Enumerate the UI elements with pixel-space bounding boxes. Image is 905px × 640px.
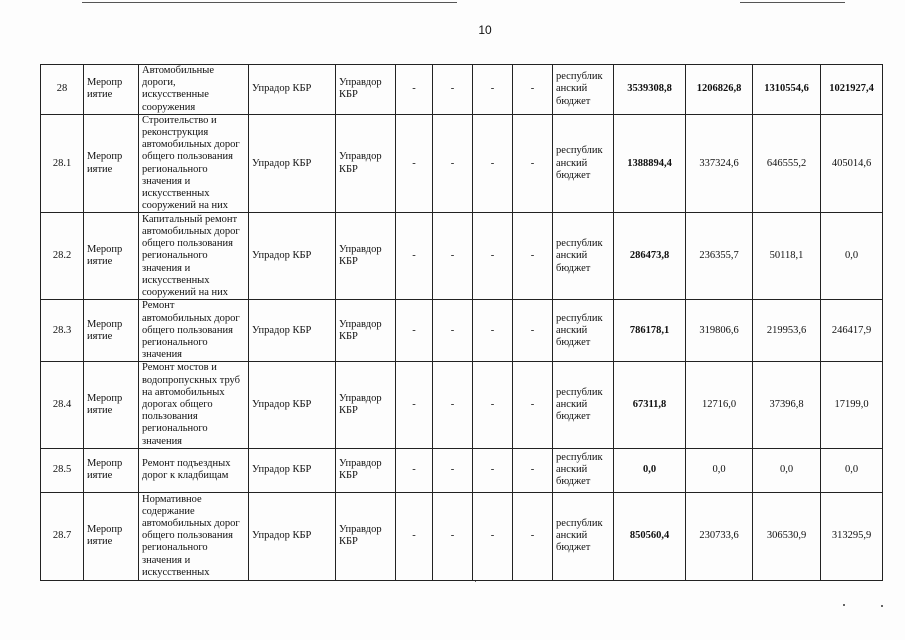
- row-executor: Упрадор КБР: [249, 362, 336, 448]
- row-source: республик анский бюджет: [553, 213, 614, 300]
- row-dash: -: [513, 448, 553, 492]
- row-year-1: 0,0: [686, 448, 753, 492]
- row-number: 28.4: [41, 362, 84, 448]
- row-coexecutor: Управдор КБР: [336, 114, 396, 213]
- top-rule-left: [82, 2, 457, 3]
- row-dash: -: [513, 300, 553, 362]
- row-year-1: 230733,6: [686, 492, 753, 580]
- row-total: 786178,1: [614, 300, 686, 362]
- row-dash: -: [473, 65, 513, 115]
- row-number: 28.5: [41, 448, 84, 492]
- row-dash: -: [473, 114, 513, 213]
- row-total: 850560,4: [614, 492, 686, 580]
- top-rule-right: [740, 2, 845, 3]
- scan-speck: [475, 581, 476, 582]
- row-dash: -: [433, 114, 473, 213]
- table-body: [41, 65, 883, 581]
- row-year-2: 37396,8: [753, 362, 821, 448]
- row-name: Капитальный ремонт автомобильных дорог общего пользования регионального значения и искусственных сооружений на них: [139, 213, 249, 300]
- row-type: Меропр иятие: [84, 448, 139, 492]
- row-coexecutor: Управдор КБР: [336, 300, 396, 362]
- table-row: [41, 300, 883, 362]
- row-dash: -: [433, 362, 473, 448]
- row-executor: Упрадор КБР: [249, 213, 336, 300]
- row-source: республик анский бюджет: [553, 65, 614, 115]
- row-year-2: 219953,6: [753, 300, 821, 362]
- row-dash: -: [396, 300, 433, 362]
- row-type: Меропр иятие: [84, 65, 139, 115]
- row-source: республик анский бюджет: [553, 300, 614, 362]
- row-year-1: 319806,6: [686, 300, 753, 362]
- row-year-2: 1310554,6: [753, 65, 821, 115]
- table-row: [41, 492, 883, 580]
- row-source: республик анский бюджет: [553, 448, 614, 492]
- row-dash: -: [433, 300, 473, 362]
- row-source: республик анский бюджет: [553, 114, 614, 213]
- row-executor: Упрадор КБР: [249, 300, 336, 362]
- row-dash: -: [433, 213, 473, 300]
- row-dash: -: [396, 114, 433, 213]
- row-name: Ремонт подъездных дорог к кладбищам: [139, 448, 249, 492]
- row-dash: -: [396, 65, 433, 115]
- row-year-2: 306530,9: [753, 492, 821, 580]
- row-dash: -: [473, 300, 513, 362]
- table-row: [41, 65, 883, 115]
- row-type: Меропр иятие: [84, 213, 139, 300]
- row-total: 3539308,8: [614, 65, 686, 115]
- row-name: Ремонт автомобильных дорог общего пользования регионального значения: [139, 300, 249, 362]
- row-name: Нормативное содержание автомобильных дорог общего пользования регионального значения и искусственных: [139, 492, 249, 580]
- row-total: 1388894,4: [614, 114, 686, 213]
- row-name: Автомобильные дороги, искусственные сооружения: [139, 65, 249, 115]
- scan-speck: [881, 605, 883, 607]
- row-total: 67311,8: [614, 362, 686, 448]
- row-coexecutor: Управдор КБР: [336, 362, 396, 448]
- row-type: Меропр иятие: [84, 492, 139, 580]
- table-row: [41, 362, 883, 448]
- row-year-1: 1206826,8: [686, 65, 753, 115]
- row-coexecutor: Управдор КБР: [336, 492, 396, 580]
- row-number: 28.2: [41, 213, 84, 300]
- table-row: [41, 213, 883, 300]
- row-dash: -: [473, 448, 513, 492]
- row-dash: -: [396, 448, 433, 492]
- row-total: 286473,8: [614, 213, 686, 300]
- row-year-2: 646555,2: [753, 114, 821, 213]
- row-dash: -: [433, 448, 473, 492]
- row-name: Строительство и реконструкция автомобильных дорог общего пользования регионального значения и искусственных сооружений на них: [139, 114, 249, 213]
- row-dash: -: [473, 213, 513, 300]
- row-number: 28.1: [41, 114, 84, 213]
- row-dash: -: [513, 65, 553, 115]
- row-year-3: 0,0: [821, 213, 883, 300]
- row-year-3: 1021927,4: [821, 65, 883, 115]
- row-source: республик анский бюджет: [553, 362, 614, 448]
- row-year-3: 0,0: [821, 448, 883, 492]
- row-type: Меропр иятие: [84, 300, 139, 362]
- row-dash: -: [513, 213, 553, 300]
- table-row: [41, 114, 883, 213]
- row-dash: -: [473, 362, 513, 448]
- row-year-1: 337324,6: [686, 114, 753, 213]
- row-dash: -: [513, 362, 553, 448]
- row-year-2: 50118,1: [753, 213, 821, 300]
- row-dash: -: [513, 492, 553, 580]
- row-coexecutor: Управдор КБР: [336, 448, 396, 492]
- row-type: Меропр иятие: [84, 114, 139, 213]
- row-coexecutor: Управдор КБР: [336, 213, 396, 300]
- row-number: 28.3: [41, 300, 84, 362]
- scan-speck: [843, 604, 845, 606]
- table-row: [41, 448, 883, 492]
- row-source: республик анский бюджет: [553, 492, 614, 580]
- row-year-1: 236355,7: [686, 213, 753, 300]
- row-dash: -: [396, 213, 433, 300]
- row-number: 28.7: [41, 492, 84, 580]
- row-year-3: 313295,9: [821, 492, 883, 580]
- row-executor: Упрадор КБР: [249, 114, 336, 213]
- row-executor: Упрадор КБР: [249, 492, 336, 580]
- row-number: 28: [41, 65, 84, 115]
- row-type: Меропр иятие: [84, 362, 139, 448]
- row-name: Ремонт мостов и водопропускных труб на автомобильных дорогах общего пользования регионального значения: [139, 362, 249, 448]
- page-number: 10: [478, 23, 492, 37]
- row-dash: -: [513, 114, 553, 213]
- program-table: [40, 64, 883, 581]
- row-year-1: 12716,0: [686, 362, 753, 448]
- row-year-3: 246417,9: [821, 300, 883, 362]
- row-year-3: 405014,6: [821, 114, 883, 213]
- row-dash: -: [433, 492, 473, 580]
- row-year-2: 0,0: [753, 448, 821, 492]
- row-executor: Упрадор КБР: [249, 448, 336, 492]
- row-dash: -: [433, 65, 473, 115]
- row-total: 0,0: [614, 448, 686, 492]
- row-coexecutor: Управдор КБР: [336, 65, 396, 115]
- row-year-3: 17199,0: [821, 362, 883, 448]
- row-executor: Упрадор КБР: [249, 65, 336, 115]
- row-dash: -: [396, 362, 433, 448]
- row-dash: -: [473, 492, 513, 580]
- row-dash: -: [396, 492, 433, 580]
